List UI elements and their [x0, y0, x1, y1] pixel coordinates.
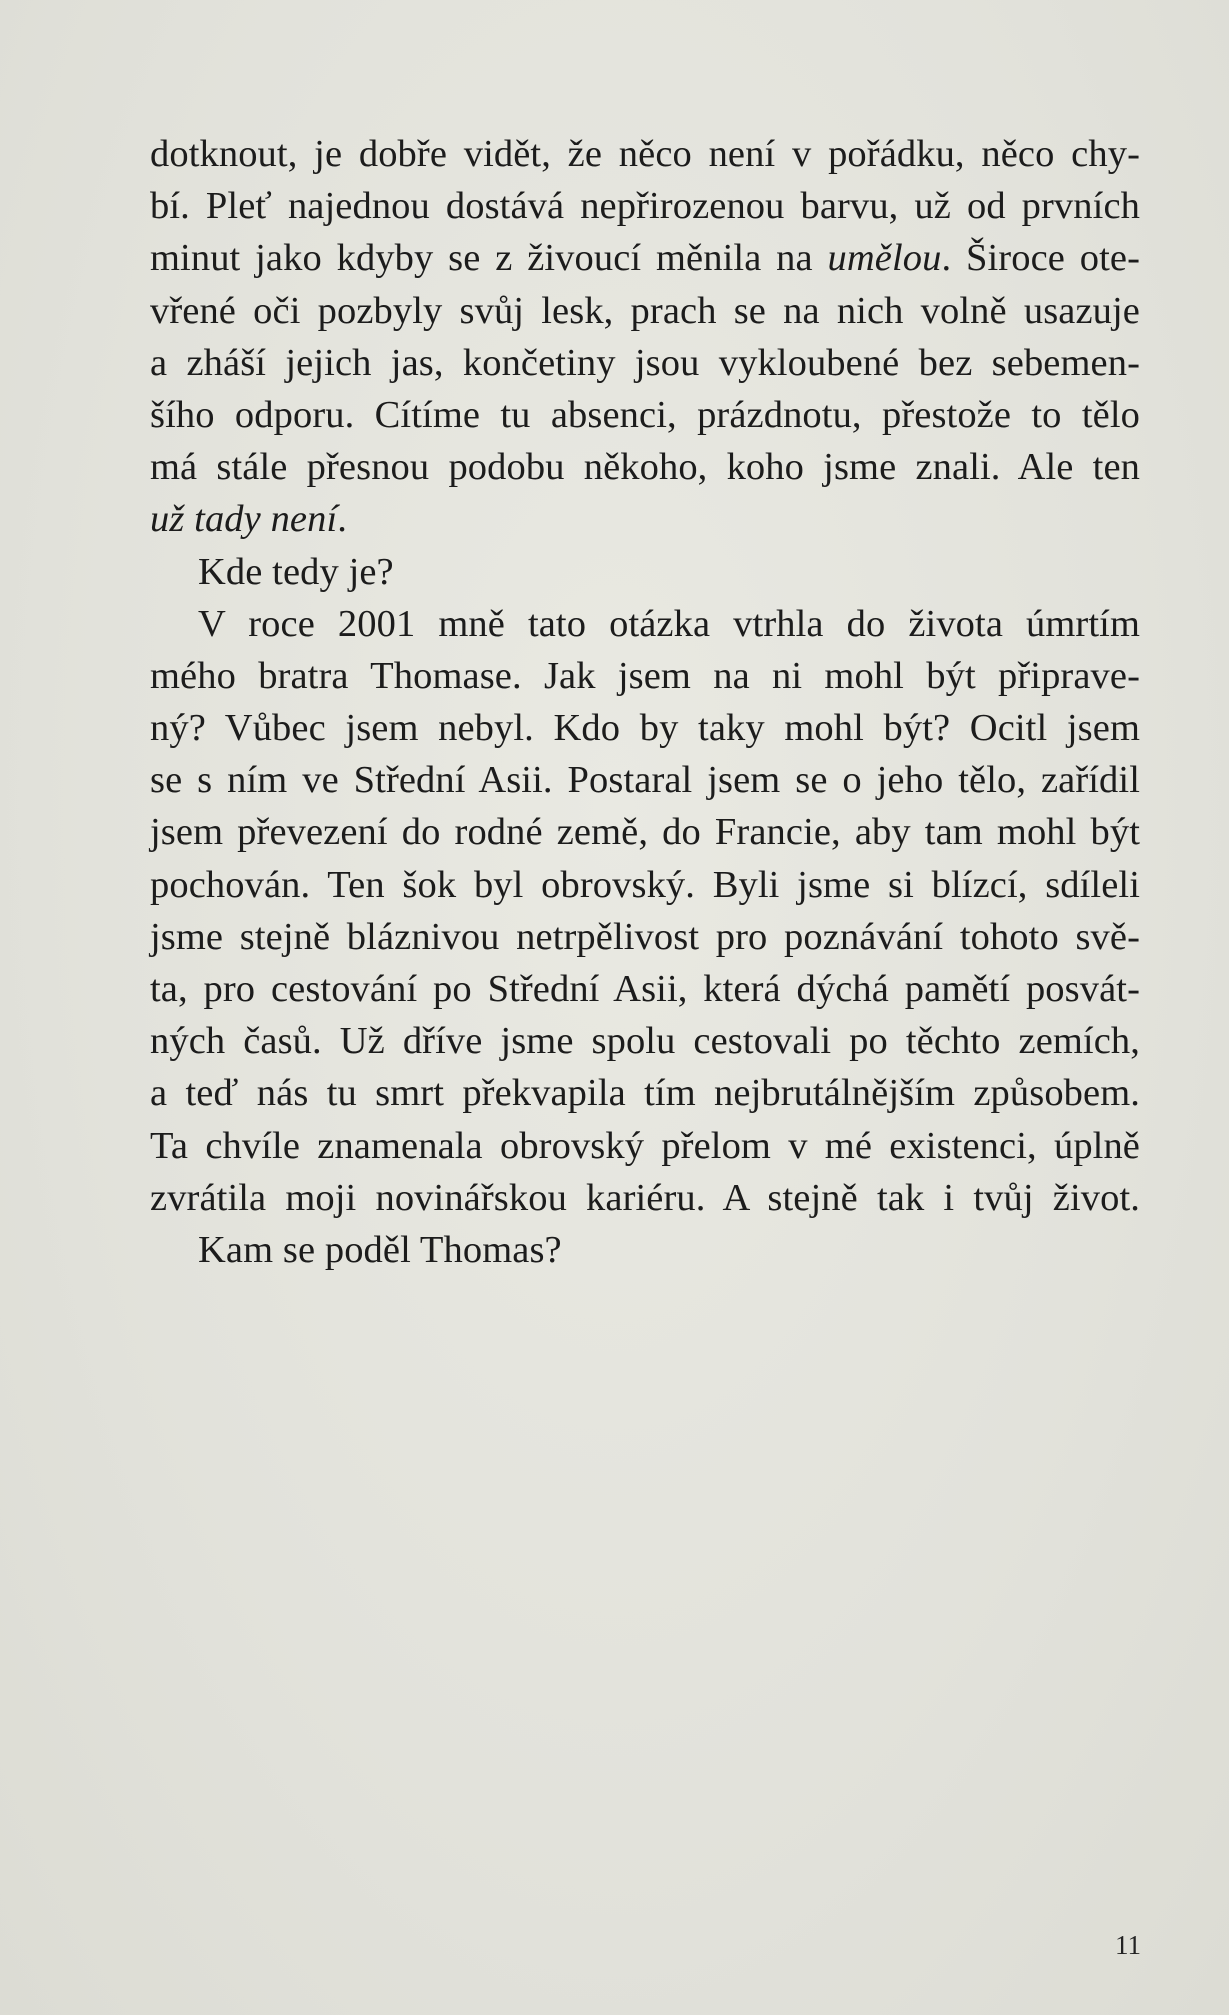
text-line: bí. Pleť najednou dostává nepřirozenou barvu, už od prvních: [150, 185, 1140, 228]
text-line: vřené oči pozbyly svůj lesk, prach se na nich volně usazuje: [150, 289, 1140, 332]
text-line: Ta chvíle znamenala obrovský přelom v mé existenci, úplně: [150, 1124, 1140, 1167]
text-line: a teď nás tu smrt překvapila tím nejbrutálnějším způsobem.: [150, 1072, 1140, 1115]
text-line: minut jako kdyby se z živoucí měnila na umělou. Široce ote-: [150, 237, 1140, 280]
text-line: ta, pro cestování po Střední Asii, která dýchá pamětí posvát-: [150, 968, 1140, 1010]
text-line: V roce 2001 mně tato otázka vtrhla do života úmrtím: [198, 602, 1140, 645]
text-line: pochován. Ten šok byl obrovský. Byli jsme si blízcí, sdíleli: [150, 863, 1140, 906]
text-line: jsme stejně bláznivou netrpělivost pro poznávání tohoto svě-: [150, 915, 1140, 958]
text-line: už tady není.: [150, 498, 347, 541]
text-line: dotknout, je dobře vidět, že něco není v pořádku, něco chy-: [150, 133, 1140, 175]
page-number: 11: [1115, 1930, 1141, 1960]
text-line: šího odporu. Cítíme tu absenci, prázdnotu, přestože to tělo: [150, 393, 1140, 436]
text-line: mého bratra Thomase. Jak jsem na ni mohl být připrave-: [150, 654, 1140, 697]
text-line: zvrátila moji novinářskou kariéru. A stejně tak i tvůj život.: [150, 1176, 1140, 1219]
body-text: [150, 128, 1140, 1276]
italic-emphasis: už tady není: [150, 498, 338, 541]
italic-emphasis: umělou: [827, 237, 942, 280]
text-line: Kam se poděl Thomas?: [198, 1228, 562, 1271]
text-line: jsem převezení do rodné země, do Francie, aby tam mohl být: [150, 811, 1140, 854]
text-line: ných časů. Už dříve jsme spolu cestovali po těchto zemích,: [150, 1020, 1140, 1063]
text-line: a zháší jejich jas, končetiny jsou vykloubené bez sebemen-: [150, 341, 1140, 384]
text-line: Kde tedy je?: [198, 550, 394, 593]
text-line: má stále přesnou podobu někoho, koho jsme znali. Ale ten: [150, 446, 1140, 489]
text-line: ný? Vůbec jsem nebyl. Kdo by taky mohl být? Ocitl jsem: [150, 707, 1140, 750]
text-line: se s ním ve Střední Asii. Postaral jsem se o jeho tělo, zařídil: [150, 759, 1140, 802]
